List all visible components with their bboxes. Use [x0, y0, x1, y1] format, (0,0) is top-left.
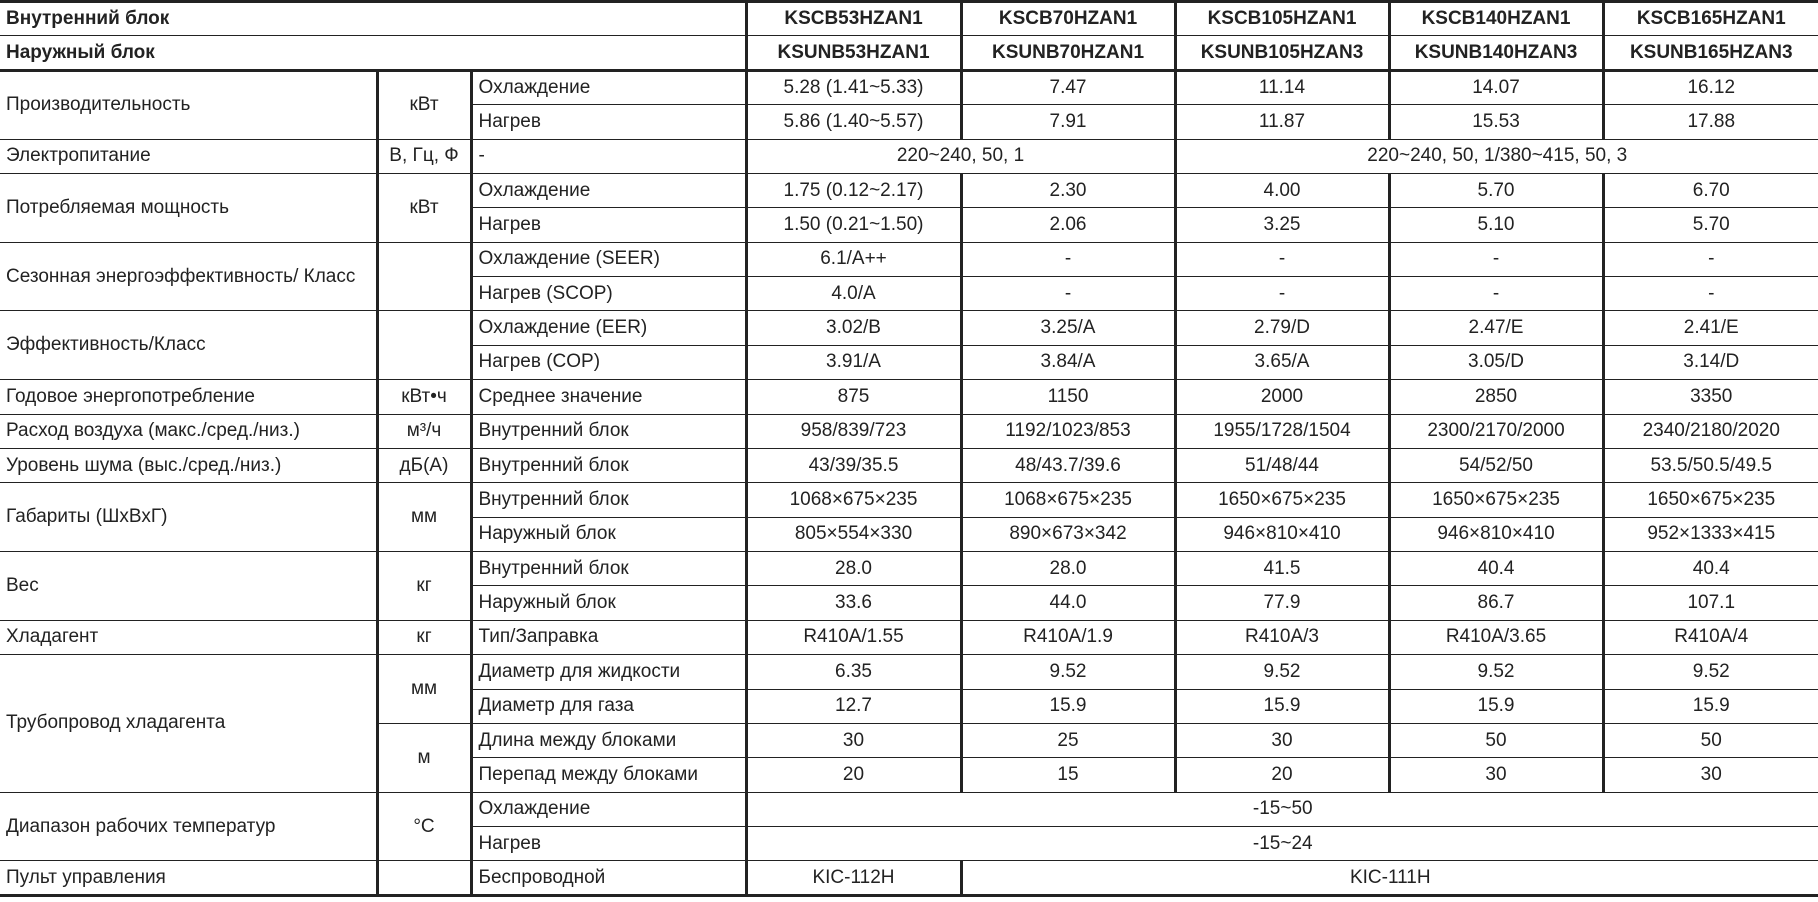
value-cell: 6.1/A++ — [746, 242, 961, 276]
value-cell: 5.70 — [1603, 208, 1818, 242]
value-cell: 805×554×330 — [746, 517, 961, 551]
param-label: Годовое энергопотребление — [0, 380, 377, 414]
unit-label: кВт — [377, 70, 471, 139]
sub-label: Длина между блоками — [471, 723, 746, 757]
value-cell: - — [961, 242, 1175, 276]
value-cell: 2.47/E — [1389, 311, 1603, 345]
value-cell: 946×810×410 — [1389, 517, 1603, 551]
unit-label: м³/ч — [377, 414, 471, 448]
value-cell: 4.00 — [1175, 173, 1389, 207]
sub-label: - — [471, 139, 746, 173]
table-row — [0, 414, 1818, 448]
unit-label — [377, 242, 471, 311]
table-row — [0, 70, 1818, 104]
value-cell: 3.84/A — [961, 345, 1175, 379]
value-cell: 220~240, 50, 1/380~415, 50, 3 — [1175, 139, 1818, 173]
value-cell: 86.7 — [1389, 586, 1603, 620]
value-cell: 2.30 — [961, 173, 1175, 207]
unit-label: °C — [377, 792, 471, 861]
value-cell: 16.12 — [1603, 70, 1818, 104]
value-cell: 77.9 — [1175, 586, 1389, 620]
value-cell: 28.0 — [746, 552, 961, 586]
value-cell: 875 — [746, 380, 961, 414]
value-cell: -15~50 — [746, 792, 1818, 826]
sub-label: Среднее значение — [471, 380, 746, 414]
table-row — [0, 36, 1818, 70]
param-label: Эффективность/Класс — [0, 311, 377, 380]
header-indoor-model: KSCB70HZAN1 — [961, 2, 1175, 36]
value-cell: 1150 — [961, 380, 1175, 414]
value-cell: 30 — [1175, 723, 1389, 757]
value-cell: 40.4 — [1603, 552, 1818, 586]
sub-label: Беспроводной — [471, 861, 746, 896]
value-cell: 41.5 — [1175, 552, 1389, 586]
value-cell: 15 — [961, 758, 1175, 792]
value-cell: - — [1175, 242, 1389, 276]
sub-label: Охлаждение (EER) — [471, 311, 746, 345]
value-cell: 5.70 — [1389, 173, 1603, 207]
value-cell: 1650×675×235 — [1175, 483, 1389, 517]
param-label: Потребляемая мощность — [0, 173, 377, 242]
sub-label: Охлаждение — [471, 792, 746, 826]
value-cell: R410A/1.9 — [961, 620, 1175, 654]
value-cell: 28.0 — [961, 552, 1175, 586]
value-cell: 7.47 — [961, 70, 1175, 104]
value-cell: 9.52 — [1175, 655, 1389, 689]
value-cell: KIC-112H — [746, 861, 961, 896]
value-cell: - — [1603, 242, 1818, 276]
unit-label — [377, 861, 471, 896]
sub-label: Нагрев (COP) — [471, 345, 746, 379]
value-cell: 2.41/E — [1603, 311, 1818, 345]
value-cell: 5.10 — [1389, 208, 1603, 242]
table-row — [0, 242, 1818, 276]
header-indoor-model: KSCB165HZAN1 — [1603, 2, 1818, 36]
value-cell: 3.91/A — [746, 345, 961, 379]
value-cell: 952×1333×415 — [1603, 517, 1818, 551]
unit-label: кг — [377, 552, 471, 621]
value-cell: 40.4 — [1389, 552, 1603, 586]
value-cell: 9.52 — [1389, 655, 1603, 689]
header-indoor-label: Внутренний блок — [0, 2, 746, 36]
value-cell: 11.14 — [1175, 70, 1389, 104]
param-label: Производительность — [0, 70, 377, 139]
sub-label: Внутренний блок — [471, 483, 746, 517]
unit-label: мм — [377, 655, 471, 724]
header-indoor-model: KSCB53HZAN1 — [746, 2, 961, 36]
sub-label: Тип/Заправка — [471, 620, 746, 654]
header-indoor-model: KSCB105HZAN1 — [1175, 2, 1389, 36]
value-cell: 20 — [1175, 758, 1389, 792]
header-indoor-model: KSCB140HZAN1 — [1389, 2, 1603, 36]
value-cell: 54/52/50 — [1389, 448, 1603, 482]
header-outdoor-model: KSUNB165HZAN3 — [1603, 36, 1818, 70]
value-cell: 3.14/D — [1603, 345, 1818, 379]
sub-label: Внутренний блок — [471, 448, 746, 482]
value-cell: 51/48/44 — [1175, 448, 1389, 482]
value-cell: 2.06 — [961, 208, 1175, 242]
value-cell: 50 — [1389, 723, 1603, 757]
unit-label: мм — [377, 483, 471, 552]
value-cell: 3350 — [1603, 380, 1818, 414]
value-cell: 6.70 — [1603, 173, 1818, 207]
table-row — [0, 483, 1818, 517]
header-outdoor-model: KSUNB53HZAN1 — [746, 36, 961, 70]
value-cell: 2340/2180/2020 — [1603, 414, 1818, 448]
value-cell: R410A/1.55 — [746, 620, 961, 654]
sub-label: Охлаждение — [471, 70, 746, 104]
value-cell: - — [1389, 277, 1603, 311]
table-row — [0, 173, 1818, 207]
param-label: Уровень шума (выс./сред./низ.) — [0, 448, 377, 482]
value-cell: - — [1389, 242, 1603, 276]
value-cell: - — [1603, 277, 1818, 311]
table-row — [0, 655, 1818, 689]
value-cell: 890×673×342 — [961, 517, 1175, 551]
value-cell: 20 — [746, 758, 961, 792]
value-cell: 2300/2170/2000 — [1389, 414, 1603, 448]
value-cell: 15.9 — [1175, 689, 1389, 723]
value-cell: - — [961, 277, 1175, 311]
value-cell: 6.35 — [746, 655, 961, 689]
value-cell: R410A/4 — [1603, 620, 1818, 654]
value-cell: 30 — [746, 723, 961, 757]
table-row — [0, 792, 1818, 826]
header-outdoor-label: Наружный блок — [0, 36, 746, 70]
table-row — [0, 311, 1818, 345]
value-cell: 2850 — [1389, 380, 1603, 414]
value-cell: 107.1 — [1603, 586, 1818, 620]
unit-label: кВт•ч — [377, 380, 471, 414]
param-label: Трубопровод хладагента — [0, 655, 377, 793]
param-label: Диапазон рабочих температур — [0, 792, 377, 861]
value-cell: 33.6 — [746, 586, 961, 620]
value-cell: 3.02/B — [746, 311, 961, 345]
value-cell: KIC-111H — [961, 861, 1818, 896]
value-cell: 11.87 — [1175, 105, 1389, 139]
param-label: Пульт управления — [0, 861, 377, 896]
sub-label: Нагрев — [471, 105, 746, 139]
header-outdoor-model: KSUNB70HZAN1 — [961, 36, 1175, 70]
value-cell: 50 — [1603, 723, 1818, 757]
value-cell: 3.25/A — [961, 311, 1175, 345]
value-cell: 17.88 — [1603, 105, 1818, 139]
unit-label: кг — [377, 620, 471, 654]
table-row — [0, 139, 1818, 173]
value-cell: 5.28 (1.41~5.33) — [746, 70, 961, 104]
table-row — [0, 552, 1818, 586]
header-outdoor-model: KSUNB140HZAN3 — [1389, 36, 1603, 70]
value-cell: 30 — [1389, 758, 1603, 792]
value-cell: 946×810×410 — [1175, 517, 1389, 551]
value-cell: 12.7 — [746, 689, 961, 723]
value-cell: 7.91 — [961, 105, 1175, 139]
value-cell: 14.07 — [1389, 70, 1603, 104]
value-cell: 15.9 — [1603, 689, 1818, 723]
value-cell: 53.5/50.5/49.5 — [1603, 448, 1818, 482]
value-cell: 958/839/723 — [746, 414, 961, 448]
param-label: Габариты (ШхВхГ) — [0, 483, 377, 552]
value-cell: 1955/1728/1504 — [1175, 414, 1389, 448]
value-cell: 3.25 — [1175, 208, 1389, 242]
header-outdoor-model: KSUNB105HZAN3 — [1175, 36, 1389, 70]
sub-label: Перепад между блоками — [471, 758, 746, 792]
table-row — [0, 380, 1818, 414]
value-cell: 9.52 — [961, 655, 1175, 689]
value-cell: 1.50 (0.21~1.50) — [746, 208, 961, 242]
value-cell: 15.9 — [1389, 689, 1603, 723]
sub-label: Охлаждение (SEER) — [471, 242, 746, 276]
value-cell: 15.9 — [961, 689, 1175, 723]
value-cell: 43/39/35.5 — [746, 448, 961, 482]
value-cell: 1.75 (0.12~2.17) — [746, 173, 961, 207]
value-cell: 25 — [961, 723, 1175, 757]
value-cell: R410A/3 — [1175, 620, 1389, 654]
value-cell: 3.05/D — [1389, 345, 1603, 379]
sub-label: Внутренний блок — [471, 552, 746, 586]
unit-label: дБ(А) — [377, 448, 471, 482]
param-label: Вес — [0, 552, 377, 621]
sub-label: Наружный блок — [471, 517, 746, 551]
sub-label: Нагрев (SCOP) — [471, 277, 746, 311]
value-cell: 2000 — [1175, 380, 1389, 414]
sub-label: Внутренний блок — [471, 414, 746, 448]
unit-label — [377, 311, 471, 380]
sub-label: Охлаждение — [471, 173, 746, 207]
table-row — [0, 2, 1818, 36]
value-cell: 15.53 — [1389, 105, 1603, 139]
unit-label: В, Гц, Ф — [377, 139, 471, 173]
param-label: Электропитание — [0, 139, 377, 173]
value-cell: 4.0/A — [746, 277, 961, 311]
sub-label: Наружный блок — [471, 586, 746, 620]
value-cell: 48/43.7/39.6 — [961, 448, 1175, 482]
unit-label: м — [377, 723, 471, 792]
value-cell: 9.52 — [1603, 655, 1818, 689]
value-cell: 44.0 — [961, 586, 1175, 620]
value-cell: 1650×675×235 — [1603, 483, 1818, 517]
table-row — [0, 448, 1818, 482]
unit-label: кВт — [377, 173, 471, 242]
param-label: Хладагент — [0, 620, 377, 654]
sub-label: Диаметр для жидкости — [471, 655, 746, 689]
value-cell: -15~24 — [746, 827, 1818, 861]
param-label: Сезонная энергоэффективность/ Класс — [0, 242, 377, 311]
value-cell: R410A/3.65 — [1389, 620, 1603, 654]
value-cell: 5.86 (1.40~5.57) — [746, 105, 961, 139]
param-label: Расход воздуха (макс./сред./низ.) — [0, 414, 377, 448]
table-row — [0, 861, 1818, 896]
value-cell: - — [1175, 277, 1389, 311]
table-row — [0, 620, 1818, 654]
value-cell: 1068×675×235 — [961, 483, 1175, 517]
sub-label: Нагрев — [471, 208, 746, 242]
sub-label: Нагрев — [471, 827, 746, 861]
value-cell: 2.79/D — [1175, 311, 1389, 345]
value-cell: 1068×675×235 — [746, 483, 961, 517]
value-cell: 1650×675×235 — [1389, 483, 1603, 517]
value-cell: 220~240, 50, 1 — [746, 139, 1175, 173]
value-cell: 3.65/A — [1175, 345, 1389, 379]
sub-label: Диаметр для газа — [471, 689, 746, 723]
value-cell: 1192/1023/853 — [961, 414, 1175, 448]
value-cell: 30 — [1603, 758, 1818, 792]
